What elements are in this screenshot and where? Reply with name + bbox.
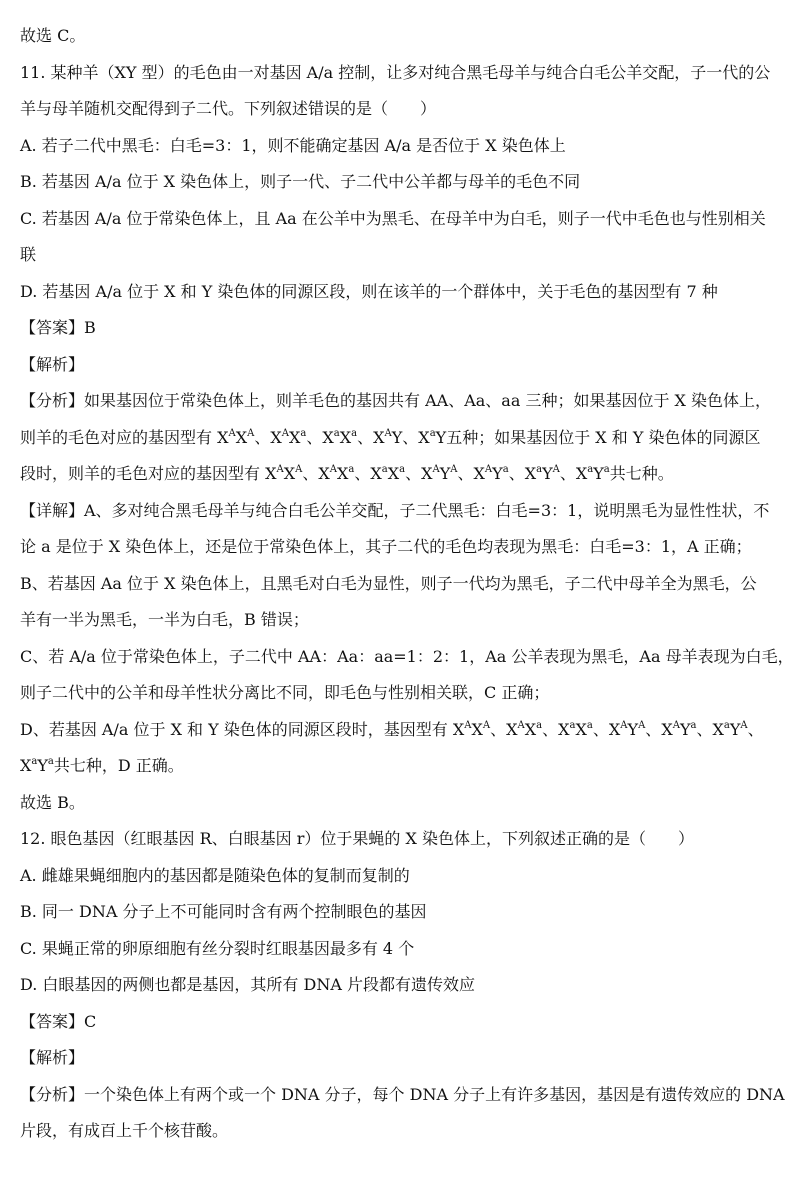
option-b: B. 若基因 A/a 位于 X 染色体上，则子一代、子二代中公羊都与母羊的毛色不同	[20, 172, 581, 191]
question-11-stem-cont: 羊与母羊随机交配得到子二代。下列叙述错误的是（ ）	[20, 99, 437, 118]
genotype-list: $X^AX^A$、$X^AX^a$、$X^aX^a$、$X^AY^A$、$X^AY^a$、$X^aY^A$、$X^aY^a$	[265, 464, 610, 483]
detail-b: B、若基因 Aa 位于 X 染色体上，且黑毛对白毛为显性，则子一代均为黑毛，子二代中母羊全为黑毛，公	[20, 573, 757, 593]
genotype-list: $X^AX^A$、$X^AX^a$、$X^aX^a$、$X^AY^A$、$X^AY^a$、$X^aY^A$、	[452, 719, 764, 739]
answer-label: 【答案】C	[20, 1011, 97, 1031]
detail-c: C、若 A/a 位于常染色体上，子二代中 AA：Aa：aa=1：2：1，Aa 公羊表现为黑毛，Aa 母羊表现为白毛，	[20, 646, 794, 666]
answer-label: 【答案】B	[20, 318, 96, 337]
detail-c-cont: 则子二代中的公羊和母羊性状分离比不同，即毛色与性别相关联，C 正确；	[20, 683, 550, 702]
option-c-cont: 联	[20, 245, 37, 264]
analysis-genotypes-x: 则羊的毛色对应的基因型有 $X^AX^A$、$X^AX^a$、$X^aX^a$、$X^AY$、$X^aY$五种；如果基因位于 X 和 Y 染色体的同源区	[20, 427, 761, 447]
text-line: 故选 B。	[20, 792, 85, 812]
option-b: B. 同一 DNA 分子上不可能同时含有两个控制眼色的基因	[20, 902, 427, 921]
detail-b-cont: 羊有一半为黑毛，一半为白毛，B 错误；	[20, 610, 309, 629]
option-d: D. 白眼基因的两侧也都是基因，其所有 DNA 片段都有遗传效应	[20, 975, 475, 994]
question-12-stem: 12. 眼色基因（红眼基因 R、白眼基因 r）位于果蝇的 X 染色体上，下列叙述正确的是（ ）	[20, 829, 694, 848]
option-d: D. 若基因 A/a 位于 X 和 Y 染色体的同源区段，则在该羊的一个群体中，关于毛色的基因型有 7 种	[20, 281, 718, 301]
genotype-list: $X^aY^a$	[20, 756, 54, 775]
option-a: A. 雌雄果蝇细胞内的基因都是随染色体的复制而复制的	[20, 865, 410, 885]
analysis-text-cont: 片段，有成百上千个核苷酸。	[20, 1121, 229, 1140]
analysis-text: 【分析】一个染色体上有两个或一个 DNA 分子，每个 DNA 分子上有许多基因，基因是有遗传效应的 DNA	[20, 1084, 785, 1104]
question-11-stem: 11. 某种羊（XY 型）的毛色由一对基因 A/a 控制，让多对纯合黑毛母羊与纯合白毛公羊交配，子一代的公	[20, 62, 771, 82]
genotype-list: $X^AX^A$、$X^AX^a$、$X^aX^a$、$X^AY$、$X^aY$	[217, 427, 447, 447]
analysis-text: 【分析】如果基因位于常染色体上，则羊毛色的基因共有 AA、Aa、aa 三种；如果基因位于 X 染色体上，	[20, 391, 772, 410]
detail-a-cont: 论 a 是位于 X 染色体上，还是位于常染色体上，其子二代的毛色均表现为黑毛：白毛=3：1，A 正确；	[20, 537, 752, 556]
analysis-label: 【解析】	[20, 354, 85, 374]
option-c: C. 果蝇正常的卵原细胞有丝分裂时红眼基因最多有 4 个	[20, 938, 415, 958]
option-a: A. 若子二代中黑毛：白毛=3：1，则不能确定基因 A/a 是否位于 X 染色体上	[20, 135, 566, 155]
text-line: 故选 C。	[20, 26, 86, 45]
analysis-label: 【解析】	[20, 1048, 85, 1067]
analysis-genotypes-xy: 段时，则羊的毛色对应的基因型有 $X^AX^A$、$X^AX^a$、$X^aX^a$、$X^AY^A$、$X^AY^a$、$X^aY^A$、$X^aY^a$共七种。	[20, 464, 674, 483]
detail-d-cont: $X^aY^a$共七种，D 正确。	[20, 756, 184, 775]
detail-d: D、若基因 A/a 位于 X 和 Y 染色体的同源区段时，基因型有 $X^AX^A$、$X^AX^a$、$X^aX^a$、$X^AY^A$、$X^AY^a$、$X^aY^A$、	[20, 719, 764, 739]
document-page	[20, 26, 794, 1158]
option-c: C. 若基因 A/a 位于常染色体上，且 Aa 在公羊中为黑毛、在母羊中为白毛，则子一代中毛色也与性别相关	[20, 208, 766, 228]
detail-a: 【详解】A、多对纯合黑毛母羊与纯合白毛公羊交配，子二代黑毛：白毛=3：1，说明黑毛为显性性状，不	[20, 500, 770, 520]
